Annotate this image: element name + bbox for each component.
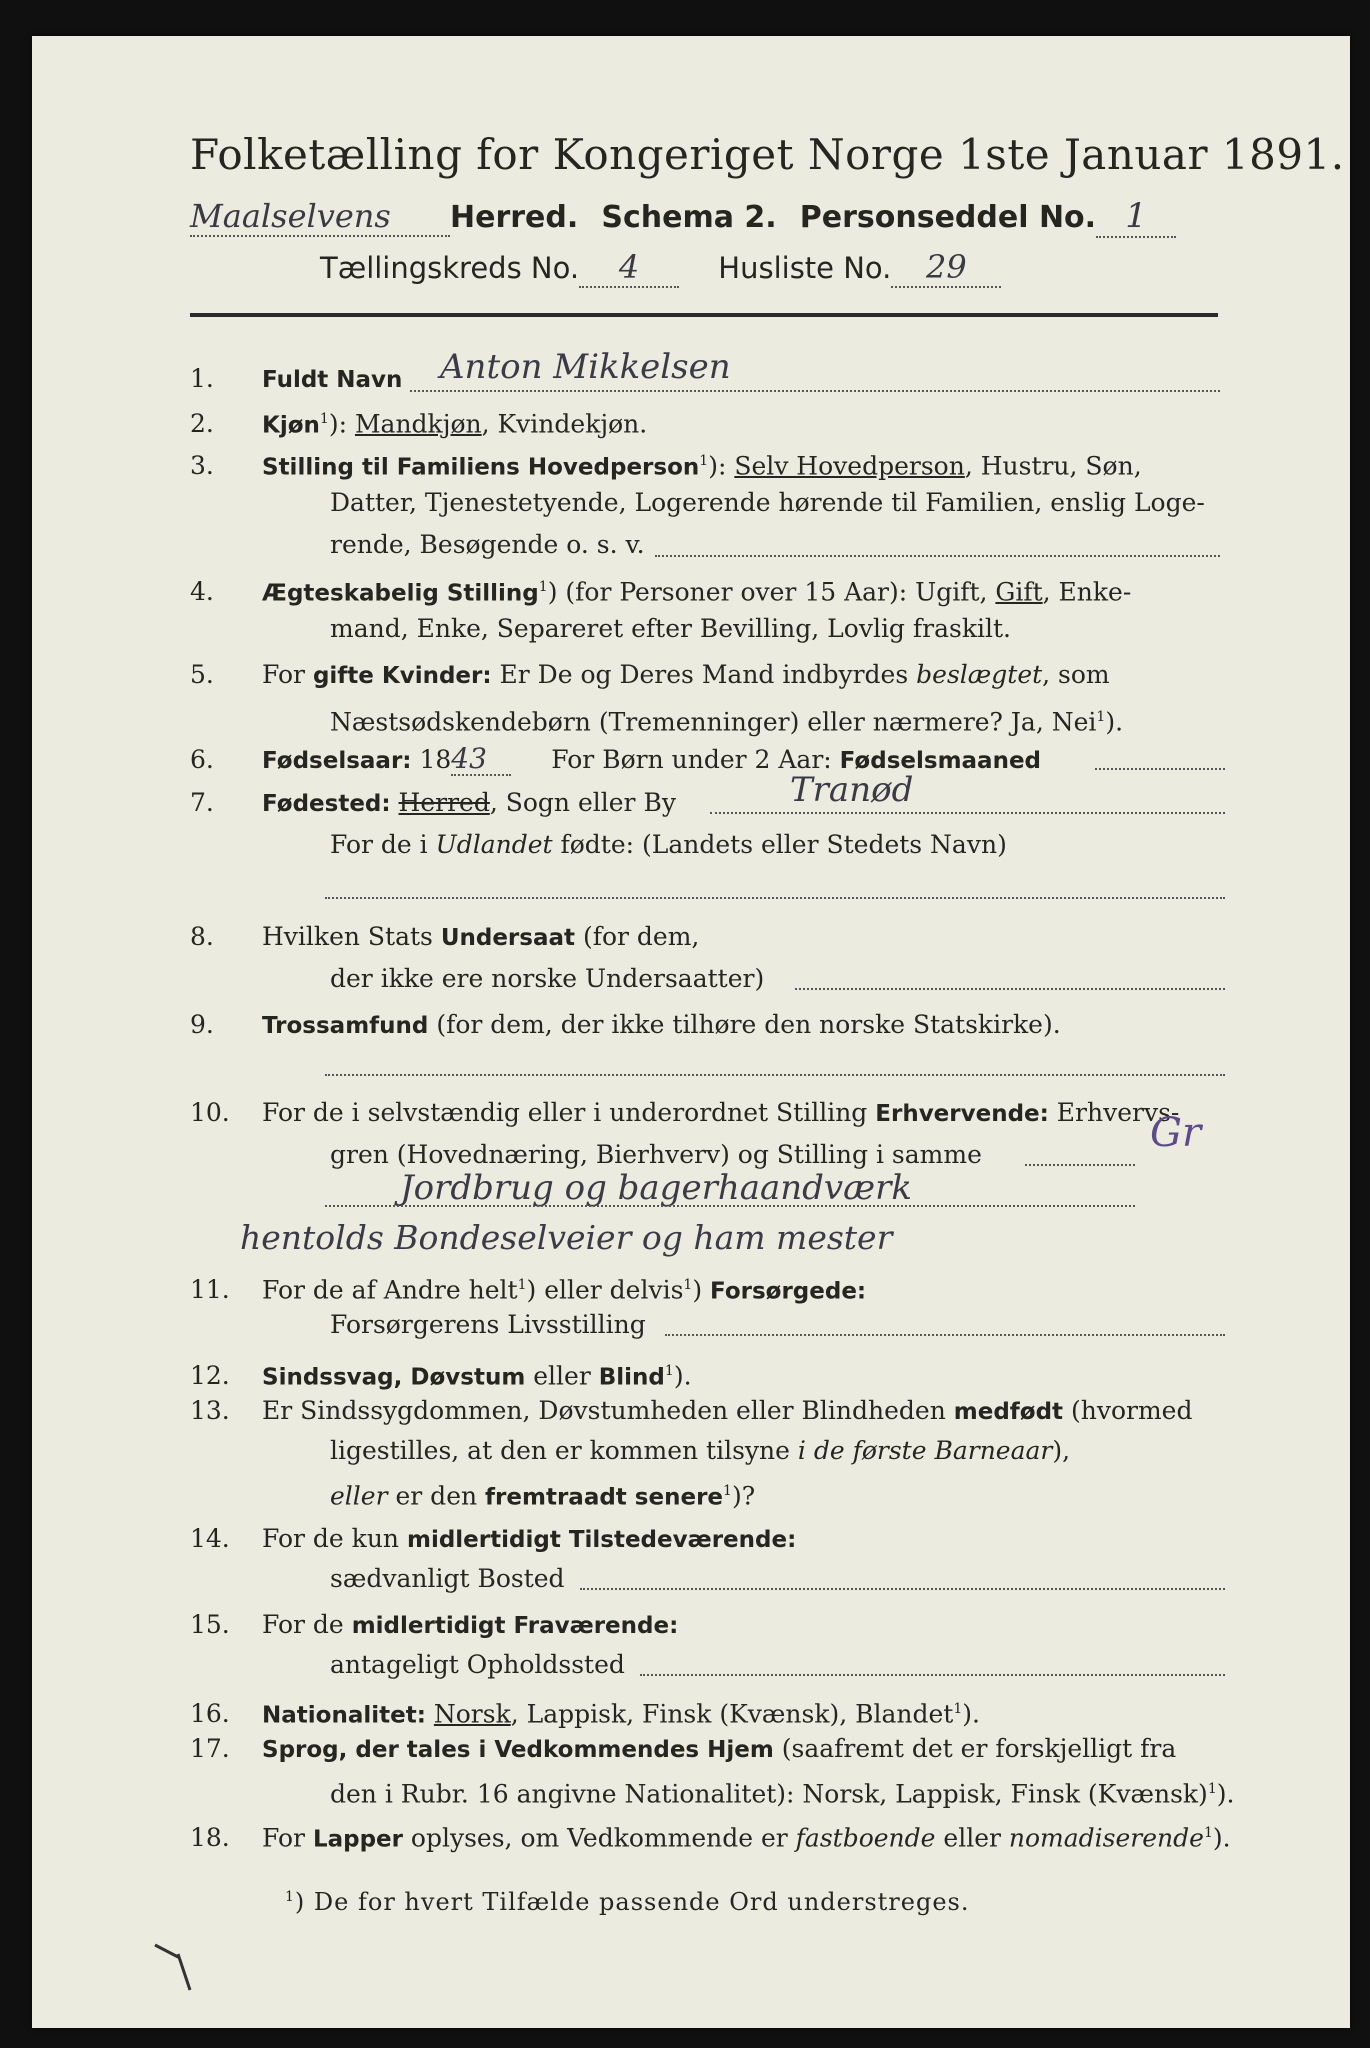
q5-text-b: , som: [1042, 660, 1110, 689]
q10-number: 10.: [190, 1098, 230, 1127]
q3-text-a: ):: [708, 451, 735, 481]
q2-number: 2.: [190, 409, 214, 439]
q15-dotted-line: [640, 1674, 1225, 1676]
q11-number: 11.: [190, 1275, 230, 1305]
q16-text-b: ).: [962, 1699, 980, 1729]
q1-number: 1.: [190, 364, 214, 393]
q2-selected: Mandkjøn: [354, 409, 482, 439]
q7-struck: Herred: [398, 788, 490, 817]
q7-line-2: [330, 830, 1007, 860]
q4-sup: 1: [538, 579, 548, 595]
q14-label: midlertidigt Tilstedeværende:: [406, 1527, 797, 1553]
q17-number: 17.: [190, 1734, 230, 1763]
form-title: Folketælling for Kongeriget Norge 1ste Januar 1891.: [190, 130, 1345, 179]
q17-label: Sprog, der tales i Vedkommendes Hjem: [262, 1737, 774, 1763]
herred-label: Herred.: [450, 200, 579, 235]
q8-label: Undersaat: [440, 925, 575, 951]
question-9: [190, 1010, 1061, 1041]
q17-line-2-text: den i Rubr. 16 angivne Nationalitet): Norsk, Lappisk, Finsk (Kvænsk): [330, 1779, 1208, 1809]
question-1: [190, 364, 402, 395]
q5-number: 5.: [190, 660, 214, 689]
q18-number: 18.: [190, 1823, 230, 1853]
q18-text-c: eller: [935, 1823, 1009, 1853]
q7-dotted-line: [710, 812, 1225, 814]
header-line-kreds: [320, 248, 1001, 288]
q7-text-a: , Sogn eller By: [489, 788, 676, 817]
question-16: [190, 1694, 980, 1730]
question-15: [190, 1610, 678, 1641]
q17-line-2: [330, 1774, 1234, 1809]
q7-dotted-line-2: [325, 897, 1225, 899]
q8-dotted-line: [795, 988, 1225, 990]
personseddel-label: Personseddel No.: [799, 200, 1097, 235]
q1-value: Anton Mikkelsen: [440, 347, 731, 387]
q10-label: Erhvervende:: [875, 1101, 1049, 1127]
question-11: [190, 1270, 866, 1306]
q3-sup: 1: [699, 453, 709, 469]
question-18: [190, 1818, 1231, 1854]
q8-text-a: Hvilken Stats: [262, 922, 441, 951]
q15-number: 15.: [190, 1610, 230, 1639]
q3-number: 3.: [190, 451, 214, 481]
q6-text-a: For Børn under 2 Aar:: [551, 745, 832, 774]
q15-label: midlertidigt Fraværende:: [351, 1613, 679, 1639]
q17-line-2-end: ).: [1216, 1779, 1235, 1809]
q14-line-2: sædvanligt Bosted: [330, 1564, 565, 1593]
q13-line-2-a: ligestilles, at den er kommen tilsyne: [330, 1436, 798, 1465]
q17-sup: 1: [1207, 1781, 1217, 1797]
q13-text-a: Er Sindssygdommen, Døvstumheden eller Blindheden: [262, 1396, 954, 1425]
q9-label: Trossamfund: [262, 1013, 429, 1039]
q9-number: 9.: [190, 1010, 214, 1039]
q12-text-b: ).: [673, 1361, 692, 1391]
footnote: [285, 1888, 969, 1916]
q18-text-a: For: [262, 1823, 313, 1853]
header-line-herred: [190, 196, 1176, 238]
q8-line-2: der ikke ere norske Undersaatter): [330, 964, 765, 993]
q13-sup: 1: [723, 1483, 732, 1499]
q7-line-2-a: For de i: [330, 830, 436, 859]
q4-selected: Gift: [995, 577, 1043, 607]
q4-text-b: , Enke-: [1042, 577, 1132, 607]
corner-mark-icon: [150, 1940, 210, 2000]
question-4: [190, 572, 1131, 608]
q2-text-a: ):: [328, 409, 355, 439]
q6-year-prefix: 18: [419, 745, 452, 774]
q10-text-a: For de i selvstændig eller i underordnet Stilling: [262, 1098, 876, 1127]
q9-dotted-line: [325, 1074, 1225, 1076]
q10-text-b: Erhvervs-: [1048, 1098, 1180, 1127]
q10-line-2: gren (Hovednæring, Bierhverv) og Stilling i samme: [330, 1140, 982, 1169]
q13-label: medfødt: [953, 1399, 1064, 1425]
q16-number: 16.: [190, 1699, 230, 1729]
q15-line-2: antageligt Opholdssted: [330, 1650, 625, 1679]
q8-number: 8.: [190, 922, 214, 951]
q4-text-a: ) (for Personer over 15 Aar): Ugift,: [547, 577, 996, 607]
q3-selected: Selv Hovedperson: [734, 451, 965, 481]
footnote-sup: 1: [285, 1889, 295, 1905]
q7-label: Fødested:: [262, 791, 391, 817]
q6-label-b: Fødselsmaaned: [839, 748, 1042, 774]
q3-label: Stilling til Familiens Hovedperson: [262, 454, 700, 481]
q18-italic-1: fastboende: [795, 1823, 936, 1853]
q5-line-2: [330, 702, 1123, 737]
q16-text-a: , Lappisk, Finsk (Kvænsk), Blandet: [510, 1699, 954, 1729]
question-3: [190, 446, 1142, 482]
q16-selected: Norsk: [433, 1699, 511, 1729]
kreds-label: Tællingskreds No.: [320, 251, 580, 285]
question-10: [190, 1098, 1179, 1129]
question-12: [190, 1356, 692, 1392]
q3-dotted-line: [655, 555, 1220, 557]
q13-line-2-italic: i de første Barneaar: [797, 1436, 1053, 1465]
q7-line-2-italic: Udlandet: [435, 830, 553, 859]
q6-label: Fødselsaar:: [262, 748, 412, 774]
q13-line-2: [330, 1436, 1070, 1466]
herred-value: Maalselvens: [190, 197, 450, 237]
footnote-text: ) De for hvert Tilfælde passende Ord understreges.: [294, 1888, 970, 1916]
q11-text-c: ): [692, 1275, 711, 1305]
q3-line-2: Datter, Tjenestetyende, Logerende hørende til Familien, enslig Loge-: [330, 488, 1205, 517]
q18-text-d: ).: [1212, 1823, 1231, 1853]
question-6: [190, 744, 1041, 776]
q2-sup: 1: [319, 411, 329, 427]
q4-line-2: mand, Enke, Separeret efter Bevilling, Lovlig fraskilt.: [330, 614, 1011, 643]
q11-label: Forsørgede:: [710, 1278, 867, 1305]
q12-number: 12.: [190, 1361, 230, 1391]
question-2: [190, 404, 647, 440]
q4-label: Ægteskabelig Stilling: [262, 580, 539, 607]
q7-line-2-b: fødte: (Landets eller Stedets Navn): [552, 830, 1007, 859]
q11-sup-1: 1: [517, 1277, 527, 1293]
q5-line-2-end: ).: [1105, 707, 1124, 737]
husliste-label: Husliste No.: [718, 251, 892, 285]
q10-handwritten-2: hentolds Bondeselveier og ham mester: [240, 1218, 893, 1257]
question-5: [190, 660, 1110, 691]
q5-line-2-text: Næstsødskendebørn (Tremenninger) eller nærmere? Ja, Nei: [330, 707, 1097, 737]
q13-line-3-a: er den: [387, 1481, 486, 1511]
personseddel-value: 1: [1096, 196, 1176, 238]
q2-label: Kjøn: [262, 412, 320, 439]
q18-italic-2: nomadiserende: [1008, 1823, 1204, 1853]
q13-line-3-italic: eller: [330, 1481, 388, 1511]
q15-text-a: For de: [262, 1610, 352, 1639]
q16-label: Nationalitet:: [262, 1702, 426, 1729]
q9-text-a: (for dem, der ikke tilhøre den norske Statskirke).: [428, 1010, 1061, 1039]
schema-label: Schema 2.: [601, 200, 777, 235]
q10-handwritten-1: Jordbrug og bagerhaandværk: [400, 1168, 912, 1208]
q11-dotted-line: [665, 1334, 1225, 1336]
kreds-value: 4: [579, 248, 679, 288]
q6-year-value: 43: [451, 744, 511, 776]
q14-number: 14.: [190, 1524, 230, 1553]
q5-sup: 1: [1096, 709, 1106, 725]
q6-dotted-line: [1095, 768, 1225, 770]
q10-correction: Gr: [1150, 1110, 1202, 1156]
q18-label: Lapper: [312, 1826, 403, 1853]
q6-number: 6.: [190, 745, 214, 774]
q13-line-3-bold: fremtraadt senere: [485, 1484, 724, 1511]
header-rule: [190, 313, 1218, 317]
q12-text-a: eller: [525, 1361, 599, 1391]
q13-text-b: (hvormed: [1063, 1396, 1193, 1425]
q12-label-b: Blind: [598, 1364, 665, 1391]
q11-sup-2: 1: [683, 1277, 693, 1293]
question-7: [190, 788, 676, 819]
q5-label-a: For: [262, 660, 313, 689]
q5-label-b: gifte Kvinder:: [312, 663, 492, 689]
question-13: [190, 1396, 1192, 1427]
q10-dotted-line-2: [325, 1205, 1135, 1207]
q13-line-2-b: ),: [1052, 1436, 1071, 1465]
q7-number: 7.: [190, 788, 214, 817]
question-14: [190, 1524, 796, 1555]
question-8: [190, 922, 699, 953]
q13-line-3-c: )?: [731, 1481, 756, 1511]
q7-value: Tranød: [790, 770, 914, 810]
q14-text-a: For de kun: [262, 1524, 407, 1553]
q12-label: Sindssvag, Døvstum: [262, 1364, 526, 1391]
q3-line-3: rende, Besøgende o. s. v.: [330, 530, 645, 559]
q2-text-b: , Kvindekjøn.: [481, 409, 648, 439]
q5-italic: beslægtet: [916, 660, 1043, 689]
q14-dotted-line: [580, 1588, 1225, 1590]
q1-label: Fuldt Navn: [262, 367, 403, 393]
q5-text-a: Er De og Deres Mand indbyrdes: [491, 660, 917, 689]
q11-text-a: For de af Andre helt: [262, 1275, 518, 1305]
q13-number: 13.: [190, 1396, 230, 1425]
q13-line-3: [330, 1476, 755, 1512]
husliste-value: 29: [891, 248, 1001, 288]
q18-sup: 1: [1203, 1825, 1213, 1841]
q18-text-b: oplyses, om Vedkommende er: [402, 1823, 796, 1853]
q8-text-b: (for dem,: [575, 922, 700, 951]
q1-dotted-line: [410, 390, 1220, 392]
q16-sup: 1: [953, 1701, 963, 1717]
q17-text-a: (saafremt det er forskjelligt fra: [773, 1734, 1177, 1763]
q4-number: 4.: [190, 577, 214, 607]
question-17: [190, 1734, 1176, 1765]
q11-text-b: ) eller delvis: [526, 1275, 684, 1305]
q3-text-b: , Hustru, Søn,: [964, 451, 1142, 481]
q10-dotted-line: [1025, 1164, 1135, 1166]
q12-sup: 1: [664, 1363, 674, 1379]
q11-line-2: Forsørgerens Livsstilling: [330, 1310, 646, 1339]
